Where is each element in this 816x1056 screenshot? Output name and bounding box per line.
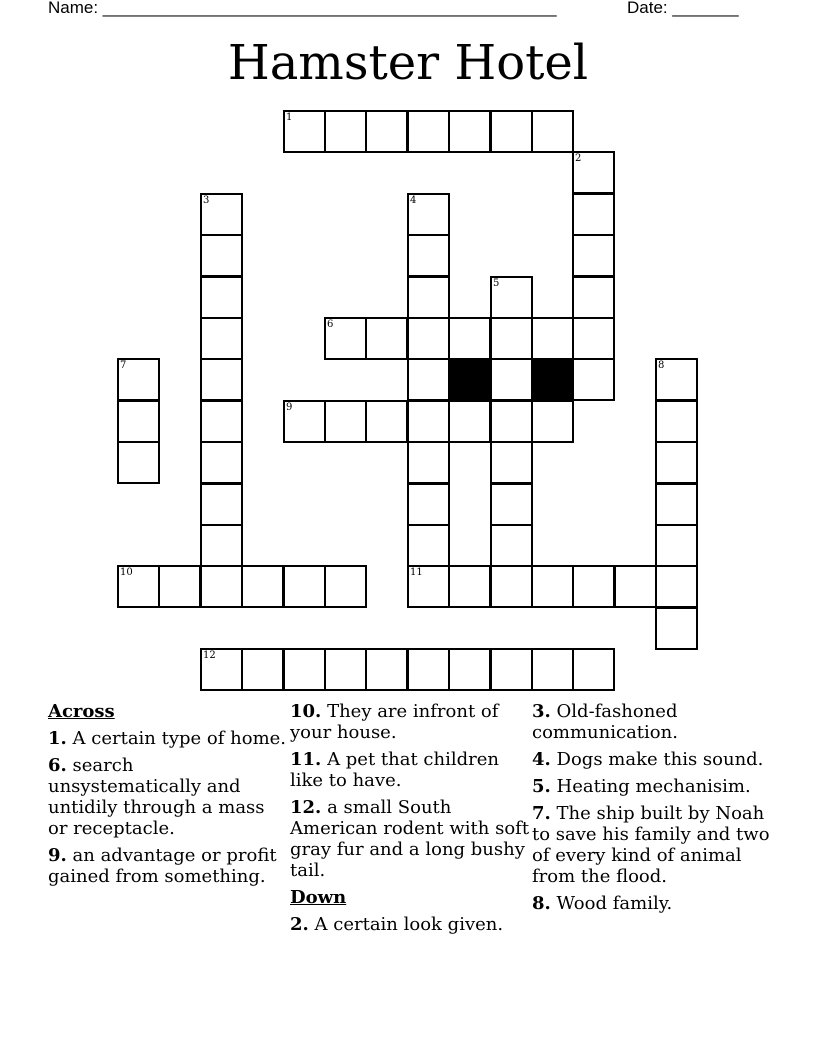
- grid-cell[interactable]: [200, 358, 243, 401]
- grid-cell[interactable]: [407, 358, 450, 401]
- grid-cell[interactable]: [572, 565, 615, 608]
- grid-cell[interactable]: [158, 565, 201, 608]
- clue-down-2: 2. A certain look given.: [290, 914, 504, 935]
- clue-number: 11: [410, 567, 423, 578]
- grid-cell[interactable]: [655, 565, 698, 608]
- grid-cell[interactable]: [200, 648, 243, 691]
- grid-cell[interactable]: [324, 400, 367, 443]
- grid-cell[interactable]: [407, 524, 450, 567]
- clue-down-5: 5. Heating mechanisim.: [532, 776, 751, 797]
- grid-cell[interactable]: [365, 648, 408, 691]
- grid-cell[interactable]: [407, 110, 450, 153]
- grid-cell[interactable]: [490, 358, 533, 401]
- clue-number: 1: [286, 112, 293, 123]
- grid-cell[interactable]: [200, 193, 243, 236]
- clue-across-6: 6. search unsystematically and untidily through a mass or receptacle.: [48, 755, 265, 839]
- grid-cell[interactable]: [448, 317, 491, 360]
- grid-cell[interactable]: [283, 110, 326, 153]
- puzzle-title: Hamster Hotel: [227, 35, 589, 91]
- grid-cell[interactable]: [407, 317, 450, 360]
- clue-down-3: 3. Old-fashoned communication.: [532, 701, 678, 743]
- clue-number: 7: [120, 360, 127, 371]
- clue-number: 9: [286, 402, 293, 413]
- grid-cell[interactable]: [490, 441, 533, 484]
- grid-cell[interactable]: [117, 565, 160, 608]
- grid-cell[interactable]: [655, 483, 698, 526]
- clue-down-7: 7. The ship built by Noah to save his family and two of every kind of animal from the flood.: [532, 803, 770, 887]
- grid-cell[interactable]: [117, 400, 160, 443]
- grid-cell[interactable]: [407, 276, 450, 319]
- grid-cell[interactable]: [655, 607, 698, 650]
- grid-cell[interactable]: [241, 565, 284, 608]
- grid-cell[interactable]: [200, 276, 243, 319]
- grid-cell[interactable]: [324, 110, 367, 153]
- grid-cell[interactable]: [614, 565, 657, 608]
- grid-cell[interactable]: [324, 317, 367, 360]
- clue-across-9: 9. an advantage or profit gained from something.: [48, 845, 277, 887]
- grid-cell[interactable]: [572, 234, 615, 277]
- date-field-label: Date: _______: [627, 0, 739, 17]
- clue-number: 5: [493, 278, 500, 289]
- grid-cell[interactable]: [531, 648, 574, 691]
- grid-cell[interactable]: [448, 400, 491, 443]
- grid-cell[interactable]: [200, 234, 243, 277]
- grid-cell[interactable]: [490, 400, 533, 443]
- grid-cell[interactable]: [241, 648, 284, 691]
- grid-cell[interactable]: [200, 483, 243, 526]
- grid-cell[interactable]: [365, 400, 408, 443]
- grid-cell[interactable]: [490, 276, 533, 319]
- grid-cell[interactable]: [531, 565, 574, 608]
- across-heading: Across: [48, 701, 115, 722]
- grid-cell[interactable]: [531, 317, 574, 360]
- grid-cell[interactable]: [572, 648, 615, 691]
- grid-cell[interactable]: [655, 441, 698, 484]
- clue-number: 4: [410, 195, 417, 206]
- grid-cell[interactable]: [572, 358, 615, 401]
- grid-block: [448, 358, 491, 401]
- grid-cell[interactable]: [200, 400, 243, 443]
- clue-number: 3: [203, 195, 210, 206]
- grid-cell[interactable]: [283, 565, 326, 608]
- grid-cell[interactable]: [407, 648, 450, 691]
- grid-cell[interactable]: [200, 524, 243, 567]
- grid-cell[interactable]: [448, 648, 491, 691]
- grid-cell[interactable]: [448, 565, 491, 608]
- name-field-label: Name: ________________________________________________: [48, 0, 557, 17]
- grid-cell[interactable]: [365, 110, 408, 153]
- clue-across-10: 10. They are infront of your house.: [290, 701, 499, 743]
- grid-cell[interactable]: [117, 358, 160, 401]
- clue-number: 8: [658, 360, 665, 371]
- grid-cell[interactable]: [407, 441, 450, 484]
- grid-cell[interactable]: [324, 565, 367, 608]
- grid-cell[interactable]: [200, 565, 243, 608]
- grid-cell[interactable]: [448, 110, 491, 153]
- grid-cell[interactable]: [324, 648, 367, 691]
- clue-column-3: [532, 701, 772, 920]
- clue-down-8: 8. Wood family.: [532, 893, 673, 914]
- grid-cell[interactable]: [490, 524, 533, 567]
- grid-cell[interactable]: [407, 234, 450, 277]
- clue-down-4: 4. Dogs make this sound.: [532, 749, 764, 770]
- grid-cell[interactable]: [572, 151, 615, 194]
- grid-cell[interactable]: [490, 317, 533, 360]
- grid-cell[interactable]: [283, 648, 326, 691]
- grid-cell[interactable]: [490, 483, 533, 526]
- grid-cell[interactable]: [407, 483, 450, 526]
- grid-cell[interactable]: [655, 524, 698, 567]
- down-heading: Down: [290, 887, 347, 908]
- clue-across-1: 1. A certain type of home.: [48, 728, 287, 749]
- grid-cell[interactable]: [490, 565, 533, 608]
- grid-cell[interactable]: [572, 317, 615, 360]
- grid-block: [531, 358, 574, 401]
- clue-column-1: [48, 701, 288, 893]
- grid-cell[interactable]: [200, 441, 243, 484]
- grid-cell[interactable]: [407, 400, 450, 443]
- clue-number: 12: [203, 650, 216, 661]
- clue-number: 10: [120, 567, 133, 578]
- grid-cell[interactable]: [407, 565, 450, 608]
- grid-cell[interactable]: [531, 110, 574, 153]
- clue-across-12: 12. a small South American rodent with soft gray fur and a long bushy tail.: [290, 797, 530, 881]
- grid-cell[interactable]: [117, 441, 160, 484]
- clue-across-11: 11. A pet that children like to have.: [290, 749, 499, 791]
- grid-cell[interactable]: [200, 317, 243, 360]
- grid-cell[interactable]: [572, 193, 615, 236]
- grid-cell[interactable]: [283, 400, 326, 443]
- clue-column-2: [290, 701, 530, 941]
- grid-cell[interactable]: [655, 358, 698, 401]
- grid-cell[interactable]: [572, 276, 615, 319]
- grid-cell[interactable]: [365, 317, 408, 360]
- grid-cell[interactable]: [655, 400, 698, 443]
- grid-cell[interactable]: [531, 400, 574, 443]
- clue-number: 2: [575, 153, 582, 164]
- grid-cell[interactable]: [490, 110, 533, 153]
- grid-cell[interactable]: [407, 193, 450, 236]
- grid-cell[interactable]: [490, 648, 533, 691]
- clue-number: 6: [327, 319, 334, 330]
